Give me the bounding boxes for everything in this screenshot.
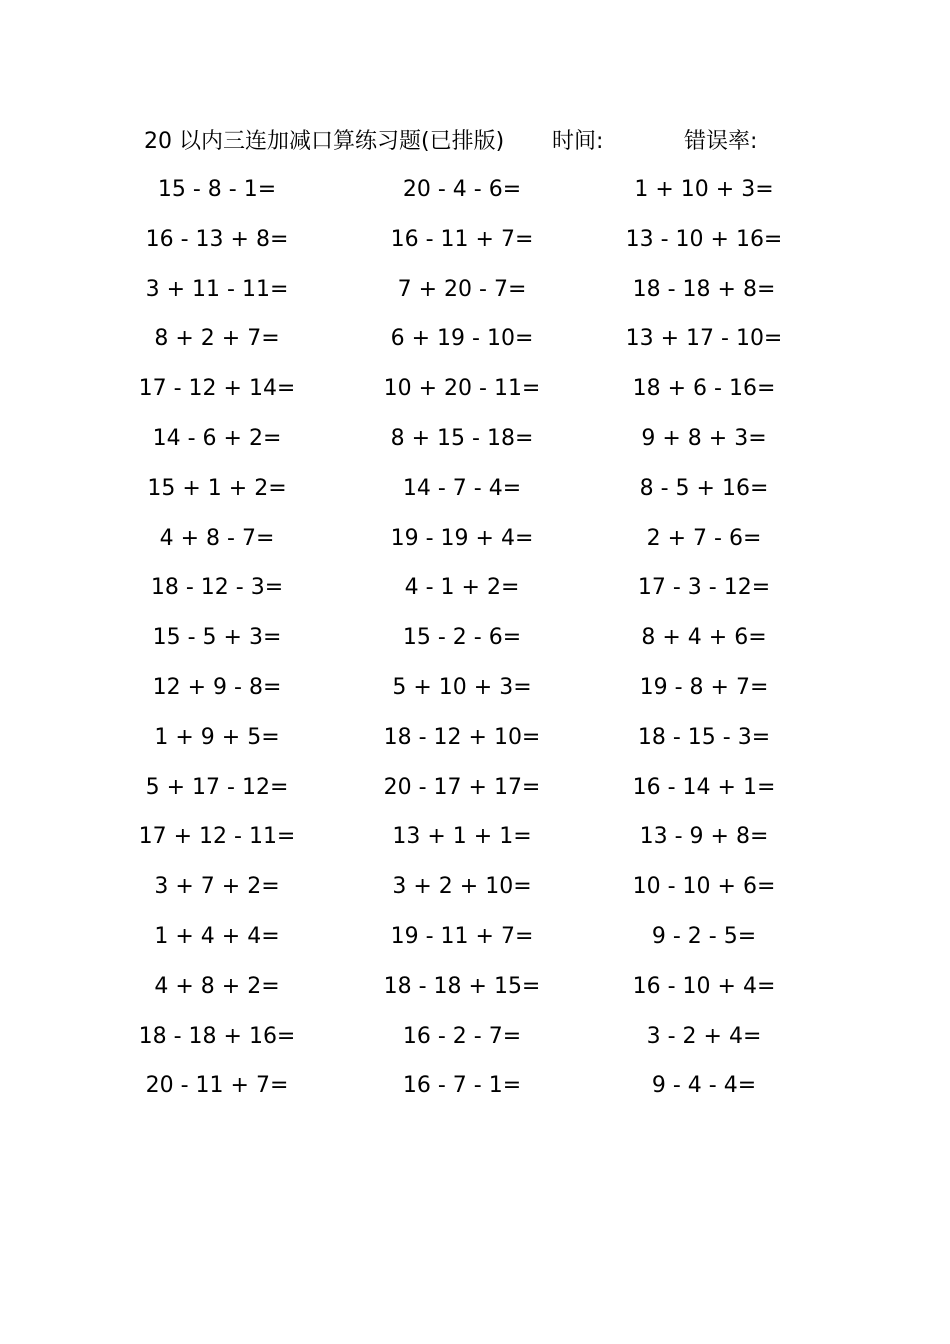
problem-row bbox=[0, 917, 950, 967]
arithmetic-problem: 16 - 14 + 1= bbox=[632, 774, 776, 800]
arithmetic-problem: 18 - 18 + 8= bbox=[632, 276, 776, 302]
problem-row bbox=[0, 718, 950, 768]
problem-row bbox=[0, 170, 950, 220]
arithmetic-problem: 17 - 3 - 12= bbox=[637, 575, 771, 601]
problem-row bbox=[0, 369, 950, 419]
arithmetic-problem: 3 - 2 + 4= bbox=[646, 1023, 762, 1049]
arithmetic-problem: 10 - 10 + 6= bbox=[632, 874, 776, 900]
arithmetic-problem: 9 + 8 + 3= bbox=[641, 425, 767, 451]
problem-row bbox=[0, 319, 950, 369]
arithmetic-problem: 18 - 18 + 15= bbox=[383, 973, 541, 999]
arithmetic-problem: 9 - 4 - 4= bbox=[651, 1073, 757, 1099]
arithmetic-problem: 20 - 4 - 6= bbox=[402, 177, 522, 202]
arithmetic-problem: 18 - 18 + 16= bbox=[138, 1023, 296, 1049]
arithmetic-problem: 16 - 10 + 4= bbox=[632, 973, 776, 999]
arithmetic-problem: 13 - 9 + 8= bbox=[639, 824, 769, 850]
time-label: 时间: bbox=[552, 129, 604, 154]
arithmetic-problem: 14 - 6 + 2= bbox=[152, 425, 282, 451]
arithmetic-problem: 13 + 1 + 1= bbox=[392, 824, 532, 850]
arithmetic-problem: 19 - 8 + 7= bbox=[639, 674, 769, 700]
arithmetic-problem: 8 + 2 + 7= bbox=[154, 326, 280, 352]
problem-row bbox=[0, 1066, 950, 1116]
problem-row bbox=[0, 270, 950, 320]
arithmetic-problem: 15 + 1 + 2= bbox=[147, 475, 287, 501]
arithmetic-problem: 19 - 11 + 7= bbox=[390, 923, 534, 949]
arithmetic-problem: 4 - 1 + 2= bbox=[404, 575, 520, 601]
arithmetic-problem: 17 + 12 - 11= bbox=[138, 824, 296, 850]
arithmetic-problem: 5 + 10 + 3= bbox=[392, 674, 532, 700]
arithmetic-problem: 18 + 6 - 16= bbox=[632, 376, 776, 402]
problem-row bbox=[0, 568, 950, 618]
arithmetic-problem: 12 + 9 - 8= bbox=[152, 674, 282, 700]
problem-row bbox=[0, 220, 950, 270]
arithmetic-problem: 7 + 20 - 7= bbox=[397, 276, 527, 302]
problem-row bbox=[0, 419, 950, 469]
arithmetic-problem: 15 - 5 + 3= bbox=[152, 625, 282, 651]
arithmetic-problem: 4 + 8 - 7= bbox=[159, 525, 275, 551]
problem-row bbox=[0, 519, 950, 569]
problem-row bbox=[0, 668, 950, 718]
arithmetic-problem: 8 + 15 - 18= bbox=[390, 425, 534, 451]
arithmetic-problem: 13 - 10 + 16= bbox=[625, 226, 783, 252]
arithmetic-problem: 20 - 11 + 7= bbox=[145, 1073, 289, 1099]
arithmetic-problem: 19 - 19 + 4= bbox=[390, 525, 534, 551]
arithmetic-problem: 4 + 8 + 2= bbox=[154, 973, 280, 999]
problem-row bbox=[0, 867, 950, 917]
arithmetic-problem: 1 + 9 + 5= bbox=[154, 724, 280, 750]
arithmetic-problem: 20 - 17 + 17= bbox=[383, 774, 541, 800]
problem-row bbox=[0, 817, 950, 867]
arithmetic-problem: 16 - 2 - 7= bbox=[402, 1023, 522, 1049]
arithmetic-problem: 6 + 19 - 10= bbox=[390, 326, 534, 352]
arithmetic-problem: 10 + 20 - 11= bbox=[383, 376, 541, 402]
worksheet-header bbox=[0, 122, 950, 162]
arithmetic-problem: 18 - 12 - 3= bbox=[150, 575, 284, 601]
arithmetic-problem: 3 + 11 - 11= bbox=[145, 276, 289, 302]
arithmetic-problem: 16 - 7 - 1= bbox=[402, 1073, 522, 1099]
arithmetic-problem: 15 - 8 - 1= bbox=[157, 177, 277, 202]
arithmetic-problem: 9 - 2 - 5= bbox=[651, 923, 757, 949]
problem-row bbox=[0, 967, 950, 1017]
arithmetic-problem: 3 + 7 + 2= bbox=[154, 874, 280, 900]
problem-row bbox=[0, 768, 950, 818]
problem-row bbox=[0, 618, 950, 668]
arithmetic-problem: 17 - 12 + 14= bbox=[138, 376, 296, 402]
arithmetic-problem: 8 - 5 + 16= bbox=[639, 475, 769, 501]
arithmetic-problem: 16 - 11 + 7= bbox=[390, 226, 534, 252]
arithmetic-problem: 3 + 2 + 10= bbox=[392, 874, 532, 900]
arithmetic-problem: 18 - 15 - 3= bbox=[637, 724, 771, 750]
arithmetic-problem: 18 - 12 + 10= bbox=[383, 724, 541, 750]
arithmetic-problem: 8 + 4 + 6= bbox=[641, 625, 767, 651]
problem-grid bbox=[0, 170, 950, 1116]
error-rate-label: 错误率: bbox=[684, 129, 758, 154]
arithmetic-problem: 13 + 17 - 10= bbox=[625, 326, 783, 352]
problem-row bbox=[0, 469, 950, 519]
arithmetic-problem: 1 + 4 + 4= bbox=[154, 923, 280, 949]
worksheet-title: 20 以内三连加减口算练习题(已排版) bbox=[144, 129, 505, 154]
arithmetic-problem: 5 + 17 - 12= bbox=[145, 774, 289, 800]
problem-row bbox=[0, 1017, 950, 1067]
arithmetic-problem: 1 + 10 + 3= bbox=[634, 177, 774, 202]
arithmetic-problem: 16 - 13 + 8= bbox=[145, 226, 289, 252]
arithmetic-problem: 15 - 2 - 6= bbox=[402, 625, 522, 651]
arithmetic-problem: 2 + 7 - 6= bbox=[646, 525, 762, 551]
arithmetic-problem: 14 - 7 - 4= bbox=[402, 475, 522, 501]
